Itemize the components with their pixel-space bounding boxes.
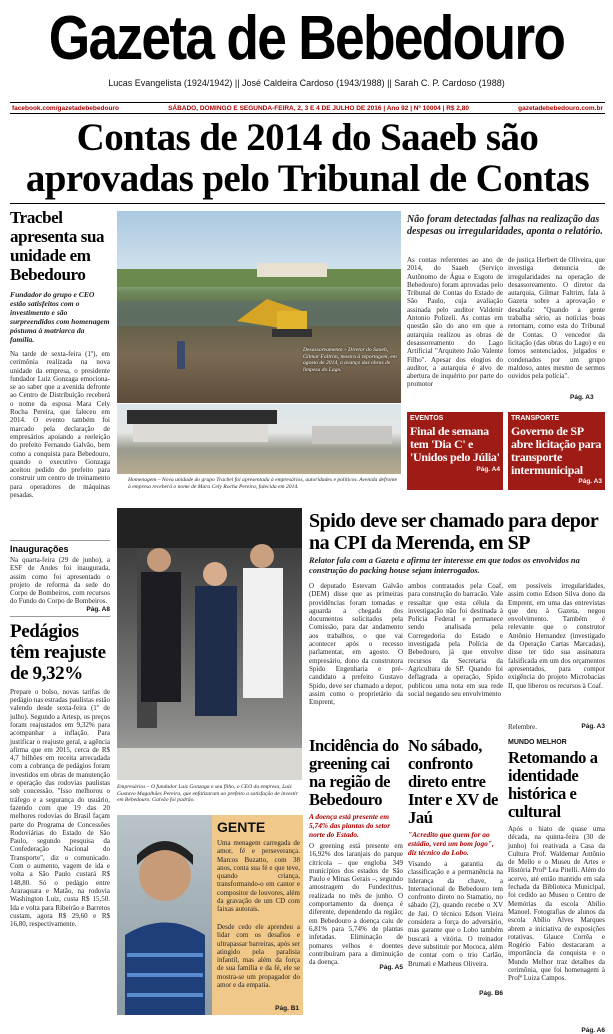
mundo-melhor-article: [508, 739, 605, 1034]
gente-body2: Desde cedo ele aprendeu a lidar com os desafios e ultrapassar barreiras, após ser atingido pela paralisia infantil, mas além da força de sua família e da fé, ele se mostra-se um propagador do amor e da empatia.: [217, 923, 300, 990]
spido-body-col2: ambos contratados pela Coaf, para construção do barracão. Vale ressaltar que esta célula da investigação não foi destinada à Polícia Federal e permanece sendo analisada pela Corregedoria do Estado e investigada pela Polícia de Bebedouro, já que envolve recursos da Secretaria da Agricultura de SP. Quando foi deflagrada a operação, Spido publicou uma nota em sua rede social negando seu envolvimento: [408, 582, 503, 698]
photo1-caption: Desassoreamento – Diretor do Saaeb, Gilmar Faltrim, mostra à reportagem, em agosto de 2014, o avanço das obras de limpeza do Lago.: [303, 347, 397, 373]
businessmen-photo: [117, 508, 302, 780]
sabado-kicker: "Acredito que quem for ao estádio, verá um bom jogo", diz técnico do Lobo.: [408, 830, 494, 857]
gente-body1: Uma menagem carregada de amor, fé e perseverança. Marcos Buzatto, com 38 anos, conta sua fé e que teve, quando criança, transformando-o em cantor e compositor de louvores, além da gravação de um CD com faixas autorais.: [217, 839, 300, 914]
greening-body: O greening está presente em 16,92% dos laranjais do parque citrícola – que engloba 349 municípios dos estados de São Paulo e Minas Gerais –, segundo amostragem do Fundecitrus, realizada no mês de junho. O comportamento da doença é diferente, dependendo da região; em Bebedouro a doença caiu de 6,81% para 5,74% de plantas infetadas. Eliminação de pomares velhos e doentes contribuíram para a diminuição da doença.: [309, 842, 403, 967]
spido-relembre[interactable]: Relembre.: [508, 723, 537, 731]
spido-title[interactable]: Spido deve ser chamado para depor na CPI da Merenda, em SP: [309, 510, 598, 554]
divider: [10, 203, 605, 204]
spido-body-col1: O deputado Estevam Galvão (DEM) disse que as primeiras providências foram tomadas e aguarda a chegada dos documentos solicitados pela Comissão, para dar andamento aos trabalhos, o que vai acontecer após o recesso parlamentar, em agosto. O empresário, dono da construtora Spido Engenharia e pré-candidato a prefeito Gustavo Spido, deve ser chamado a depor, assim como o proprietário da Emprent,: [309, 582, 403, 707]
spido-page: Pág. A3: [581, 723, 605, 730]
transporte-tag: TRANSPORTE: [511, 415, 560, 422]
dredging-photo: [117, 211, 401, 403]
masthead: [0, 0, 613, 100]
sabado-page: Pág. B6: [479, 990, 503, 997]
facebook-link[interactable]: facebook.com/gazetadebebedouro: [12, 104, 119, 112]
greening-page: Pág. A5: [379, 964, 403, 971]
greening-title[interactable]: Incidência do greening cai na região de Bebedouro: [309, 736, 399, 809]
saaeb-body-col2: de justiça Herbert de Oliveira, que investiga denuncia de irregularidades na operação de desassoreamento. O diretor da autarquia, Gilmar Faltrim, fala à Gazeta sobre a aprovação e desabafa: "Quando a gente trabalha sério, as notícias boas retornam, como esta do Tribunal de Contas. O vencedor da licitação (das obras do Lago) e eu fomos sentenciados, julgados e condenados por um grupo maldoso, antes mesmo de sermos ouvidos pela polícia".: [508, 256, 605, 381]
greening-kicker: A doença está presente em 5,74% das plantas do setor norte do Estado.: [309, 812, 391, 839]
photo3-caption: Empresários – O fundador Luiz Gonzaga e seu filho, o CEO da empresa, Luiz Gustavo Magalhães Pereira, que enfatizaram ao prefeito a satisfação de investir em Bebedouro. Galvão foi padrão.: [117, 784, 298, 804]
newspaper-logo: Gazeta de Bebedouro: [48, 4, 565, 73]
sabado-title[interactable]: No sábado, confronto direto entre Inter e XV de Jaú: [408, 736, 498, 827]
mundo-tag: MUNDO MELHOR: [508, 739, 567, 746]
eventos-box[interactable]: [407, 412, 503, 490]
photo2-caption: Homenagem – Nova unidade do grupo Tracbel foi apresentada à empresários, autoridades e políticos. Avenida defronte à empresa receberá o nome de Mara Cely Rocha Pereira, falecida em 2014.: [128, 477, 398, 490]
eventos-page: Pág. A4: [476, 466, 500, 473]
tracbel-kicker: Fundador do grupo e CEO estão satisfeitos com o investimento e são surpreendidos com homenagem póstuma à matriarca da família.: [10, 290, 110, 344]
excavator-icon: [117, 211, 401, 403]
dateline: [10, 102, 605, 114]
spido-kicker: Relator fala com a Gazeta e afirma ter interesse em que todos os envolvidos na construção do packing house sejam interrogados.: [309, 556, 580, 575]
issue-date: SÁBADO, DOMINGO E SEGUNDA-FEIRA, 2, 3 E 4 DE JULHO DE 2016 | Ano 92 | Nº 10004 | R$ 2,80: [168, 104, 469, 112]
mundo-body: Após o hiato de quase uma década, na quinta-feira (30 de junho) foi reativada a Casa da Cultura Prof. Waldemar Antônio de Mello e o Museu de Artes e História Profª Lea Pitelli. Além do acervo, até então mantido em sala fechada da Biblioteca Municipal, foi cedido ao Museu o Centro de Memórias da escola Abílio Manoel. Fotografias de alunos da escola Abílio Alves Marques abrem a iniciativa de exposições rotativas. Glauce Corrêa e Rogério Fabio destacaram a importância da conquista e o Mundo Melhor traz detalhes da cerimônia, que foi homenagem à Profª Luiza Campos.: [508, 825, 605, 983]
sabado-article: [408, 737, 503, 997]
eventos-title: Final de semana tem 'Dia C' e 'Unidos pelo Júlia': [410, 424, 500, 464]
mundo-title[interactable]: Retomando a identidade histórica e cultural: [508, 748, 598, 821]
inauguracoes-page: Pág. A8: [86, 605, 110, 613]
tracbel-article: [10, 208, 110, 1008]
greening-article: [309, 737, 403, 971]
website-link[interactable]: gazetadebebedouro.com.br: [518, 104, 603, 112]
saaeb-kicker: Não foram detectadas falhas na realização das despesas ou irregularidades, aponta o relatório.: [407, 214, 603, 237]
main-headline[interactable]: Contas de 2014 do Saaeb são aprovadas pelo Tribunal de Contas: [25, 116, 590, 200]
inauguracoes-body: Na quarta-feira (29 de junho), a ESF de Andes foi inaugurada, assim como foi apresentado o projeto de reforma da sede do Corpo de Bombeiros, com recursos do Fundo do Corpo de Bombeiros.: [10, 556, 110, 606]
inauguracoes-title[interactable]: Inaugurações: [10, 544, 69, 554]
sabado-body: Visando a garantia da classificação e a permanência na liderança da chave, a Internacional de Bebedouro tem confronto direto no Stamatio, no sábado (2), quando recebe o XV de Jaú. O técnico Edson Vieira considera a força do adversário, mas garante que o Lobo também buscará a vitória. O treinador deve substituir por Mococa, além de contar com o trio Carlão, Brumati e Matheus Oliveira.: [408, 860, 503, 968]
tracbel-body: Na tarde de sexta-feira (1º), em cerimônia realizada na nova unidade da empresa, o presidente fundador Luiz Gonzaga emociona-se ao saber que a avenida defronte ao Centro de Distribuição receberá o nome da esposa Mara Cely Rocha Pereira, que faleceu em 2014. O evento também foi marcado pela declaração de empresários apoiando a reeleição do prefeito Fernando Galvão, bem como a conquista para Bebedouro, quando o executivo Gonzaga aceitou pedido do prefeito para construir um centro de treinamento para operadores de máquinas pesadas.: [10, 350, 110, 500]
pedagios-title[interactable]: Pedágios têm reajuste de 9,32%: [10, 620, 106, 684]
saaeb-body-col1: As contas referentes ao ano de 2014, do Saaeb (Serviço Autônomo de Água e Esgoto de Bebedouro) foram aprovadas pelo Tribunal de Contas do Estado de São Paulo, cuja avaliação assinada pelo auditor Valdenir Antonio Polizeli. As contas em questão são do ano em que a autarquia realizou as obras de desassoreamento do Lago Artificial "Arquiteto João Valente Filho". Apesar dos elogios do auditor, a autarquia é alvo de abertura de inquérito por parte do promotor: [407, 256, 503, 389]
saaeb-page: Pág. A3: [570, 394, 594, 401]
transporte-title: Governo de SP abre licitação para transporte intermunicipal: [511, 424, 602, 477]
mundo-page: Pág. A6: [581, 1027, 605, 1034]
transporte-page: Pág. A3: [578, 478, 602, 485]
tracbel-building-photo: [117, 404, 401, 474]
buzatto-photo: [117, 815, 212, 1015]
gente-page: Pág. B1: [275, 1005, 299, 1012]
spido-footer: [508, 723, 605, 731]
pedagios-body: Prepare o bolso, novas tarifas de pedágio nas estradas paulistas estão valendo desde sexta-feira (1º de julho). Segundo a Artesp, os preços foram reajustados em 9,32% para acompanhar a inflação. Para justificar o reajuste geral, a agência afirma que em 2015, cerca de R$ 4,7 bilhões em receita arrecadada com a cobrança de pedágios foram investidos em obras de manutenção e operação das rodovias paulistas sob concessão. "Isso melhorou o tráfego e a segurança do usuário, fazendo com que 19 das 20 melhores rodovias do Brasil façam parte do Programa de Concessões Rodoviárias do Estado de São Paulo, segundo pesquisa da Confederação Nacional do Transporte", diz o comunicado. Com o aumento, vagem de ida e volta a São Paulo custará R$ 148,80. Só o pedágio entre Araraquara e Matão, na rodovia Washington Luiz, custa R$ 15,50. Ida e volta para Ribeirão e Barretos custam, agora R$ 29,60 e R$ 16,80, respectivamente.: [10, 687, 110, 929]
gente-box[interactable]: [117, 815, 303, 1015]
spido-body-col3: em possíveis irregularidades, assim como Edson Silva dono da Emprent, em uma das entrevistas que deu à Gazeta, negou envolvimento. Também é relevante que o construtor Antônio Hernandez (investigado da Operação Cartas Marcadas), disse ter tido sua assinatura falsificada em um dos orçamentos apresentados, para compor exigência do projeto Microbacias II, que liberou os recursos à Coaf.: [508, 582, 605, 690]
founders-line: Lucas Evangelista (1924/1942) || José Caldeira Cardoso (1943/1988) || Sarah C. P. Cardoso (1988): [108, 78, 505, 88]
tracbel-title[interactable]: Tracbel apresenta sua unidade em Bebedouro: [10, 208, 105, 284]
transporte-box[interactable]: [508, 412, 605, 490]
gente-tag: GENTE: [217, 819, 266, 835]
eventos-tag: EVENTOS: [410, 415, 444, 422]
